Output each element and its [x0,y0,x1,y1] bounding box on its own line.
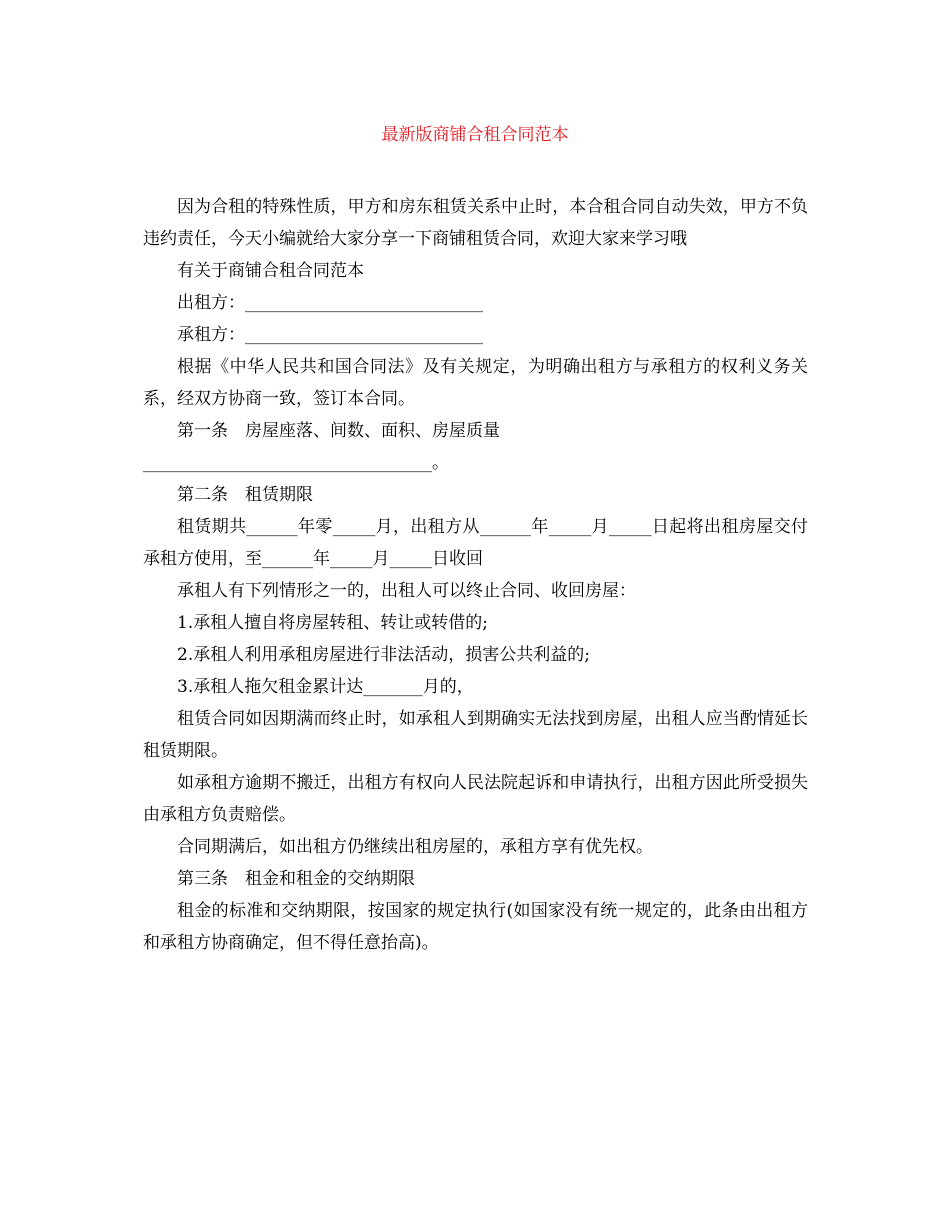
paragraph-expiry: 租赁合同如因期满而终止时，如承租人到期确实无法找到房屋，出租人应当酌情延长租赁期限。 [143,709,808,761]
paragraph-priority: 合同期满后，如出租方仍继续出租房屋的，承租方享有优先权。 [177,837,653,857]
paragraph-basis: 根据《中华人民共和国合同法》及有关规定，为明确出租方与承租方的权利义务关系，经双方协商一致，签订本合同。 [143,357,808,409]
list-item-1: 1.承租人擅自将房屋转租、转让或转借的; [177,613,488,633]
article-2-heading: 第二条 租赁期限 [177,485,313,505]
article-1-heading: 第一条 房屋座落、间数、面积、房屋质量 [177,421,500,441]
paragraph-lease-term: 租赁期共______年零_____月，出租方从______年_____月_____日起将出租房屋交付承租方使用，至______年_____月_____日收回 [143,517,808,569]
list-item-3: 3.承租人拖欠租金累计达_______月的， [177,677,474,697]
document-title: 最新版商铺合租合同范本 [381,125,569,145]
paragraph-heading: 有关于商铺合租合同范本 [177,261,364,281]
paragraph-lessor: 出租方：____________________________ [177,293,483,313]
paragraph-lessee: 承租方：____________________________ [177,325,483,345]
list-item-2: 2.承租人利用承租房屋进行非法活动，损害公共利益的; [177,645,590,665]
paragraph-termination: 承租人有下列情形之一的，出租人可以终止合同、收回房屋： [177,581,636,601]
article-1-blank: __________________________________。 [143,453,449,473]
paragraph-overdue: 如承租方逾期不搬迁，出租方有权向人民法院起诉和申请执行，出租方因此所受损失由承租方负责赔偿。 [143,773,808,825]
paragraph-intro: 因为合租的特殊性质，甲方和房东租赁关系中止时，本合租合同自动失效，甲方不负违约责任，今天小编就给大家分享一下商铺租赁合同，欢迎大家来学习哦 [143,197,808,249]
paragraph-rent: 租金的标准和交纳期限，按国家的规定执行(如国家没有统一规定的，此条由出租方和承租方协商确定，但不得任意抬高)。 [143,901,808,953]
document-body [143,191,808,959]
article-3-heading: 第三条 租金和租金的交纳期限 [177,869,415,889]
